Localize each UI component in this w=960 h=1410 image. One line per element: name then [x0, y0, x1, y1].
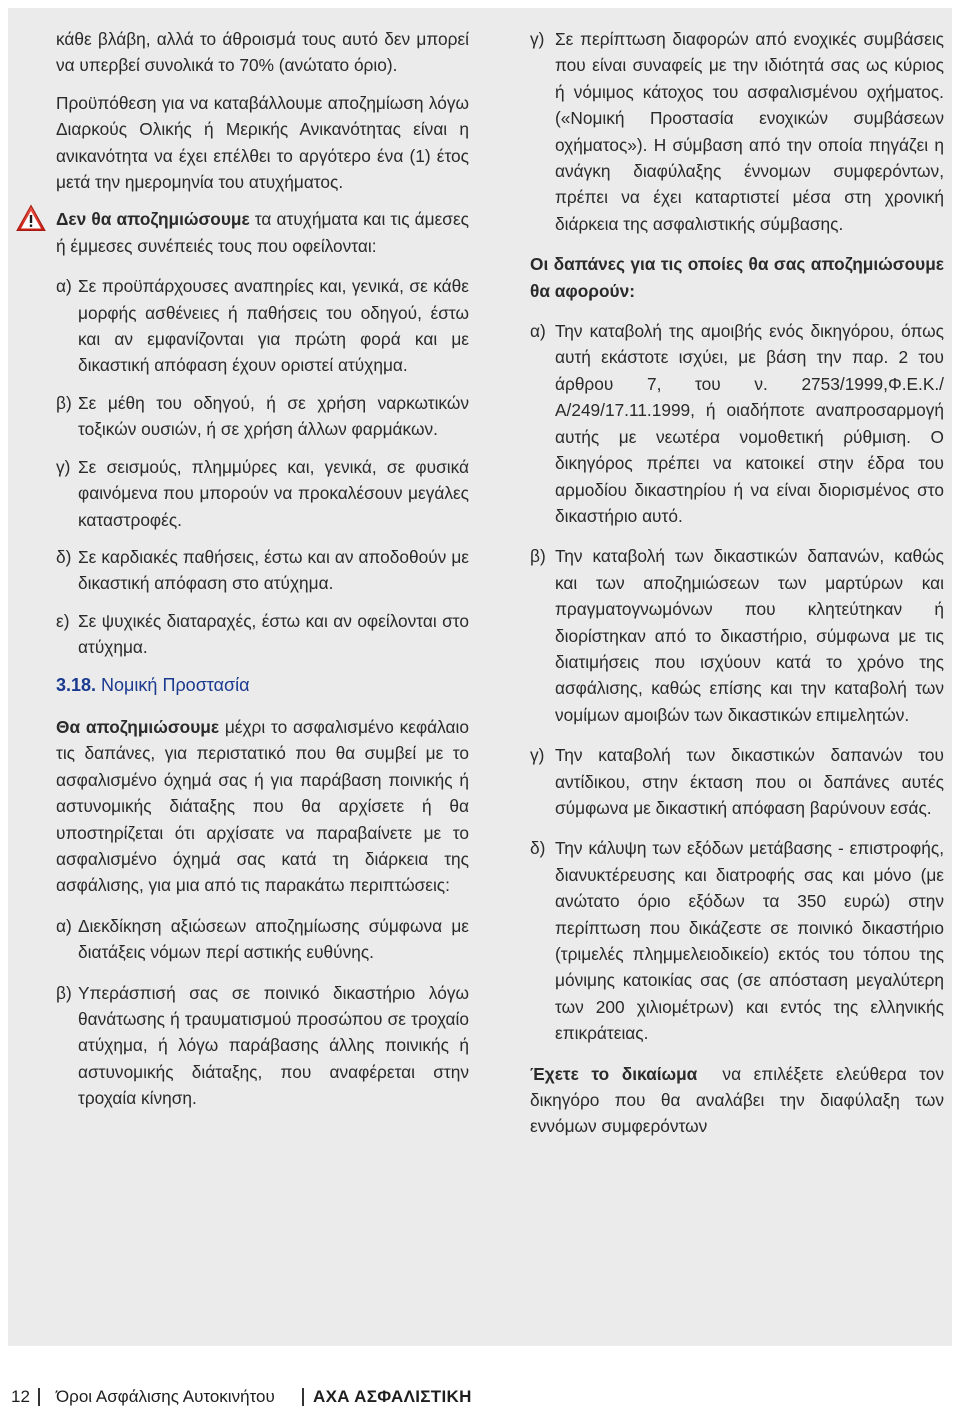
right-bold: Έχετε το δικαίωμα — [530, 1063, 698, 1084]
list-text: Διεκδίκηση αξιώσεων αποζημίωσης σύμφωνα με διατάξεις νόμων περί αστικής ευθύνης. — [78, 915, 469, 963]
right-rest: να επιλέξετε ελεύθερα τον δικηγόρο που θα αναλάβει την διαφύλαξη των εννόμων συμφερόντων — [530, 1063, 949, 1137]
cost-item — [530, 835, 944, 1046]
warning-rest: τα ατυχήματα και τις άμεσες ή έμμεσες συνέπειές τους που οφείλονται: — [56, 209, 470, 256]
page-number: 12 — [11, 1387, 30, 1406]
case-item — [530, 26, 944, 237]
list-text: Σε σεισμούς, πλημμύρες και, γενικά, σε φυσικά φαινόμενα που μπορούν να προκαλέσουν μεγάλες καταστροφές. — [78, 456, 469, 530]
list-text: Σε μέθη του οδηγού, ή σε χρήση ναρκωτικών τοξικών ουσιών, ή σε χρήση άλλων φαρμάκων. — [78, 392, 469, 440]
content-panel — [8, 8, 952, 1346]
list-marker: γ) — [530, 745, 545, 766]
costs-heading: Οι δαπάνες για τις οποίες θα σας αποζημιώσουμε θα αφορούν: — [530, 254, 944, 301]
list-text: Την καταβολή των δικαστικών δαπανών του αντίδικου, στην έκταση που οι δαπάνες αυτές σύμφωνα με δικαστική απόφαση βαρύνουν εσάς. — [555, 745, 944, 818]
list-marker: δ) — [56, 546, 72, 567]
list-marker: β) — [56, 392, 72, 413]
list-marker: γ) — [530, 29, 545, 49]
cost-item — [530, 318, 944, 529]
footer-doc-title: Όροι Ασφάλισης Αυτοκινήτου — [56, 1387, 275, 1406]
intro-paragraph-2: Προϋπόθεση για να καταβάλλουμε αποζημίωση λόγω Διαρκούς Ολικής ή Μερικής Ανικανότητας είναι η ανικανότητα να έχει επέλθει το αργότερο ένα (1) έτος μετά την ημερομηνία του ατυχήματος. — [56, 92, 469, 193]
exclusion-item — [56, 273, 469, 379]
warning-triangle-icon — [16, 204, 46, 232]
footer-divider — [38, 1388, 40, 1406]
cost-item — [530, 742, 944, 821]
exclusion-item — [56, 454, 469, 533]
intro-paragraph-1: κάθε βλάβη, αλλά το άθροισμά τους αυτό δεν μπορεί να υπερβεί συνολικά το 70% (ανώτατο όριο). — [56, 29, 469, 76]
exclusion-item — [56, 390, 469, 443]
warning-bold: Δεν θα αποζημιώσουμε — [56, 209, 250, 230]
case-item — [56, 980, 469, 1112]
list-marker: β) — [56, 982, 72, 1003]
case-item — [56, 913, 469, 966]
list-text: Σε ψυχικές διαταραχές, έστω και αν οφείλονται στο ατύχημα. — [78, 610, 469, 658]
legal-paragraph — [56, 714, 469, 899]
exclusion-item — [56, 608, 469, 661]
list-text: Σε καρδιακές παθήσεις, έστω και αν αποδοθούν με δικαστική απόφαση στο ατύχημα. — [78, 546, 469, 594]
legal-bold: Θα αποζημιώσουμε — [56, 716, 220, 737]
list-text: Υπεράσπισή σας σε ποινικό δικαστήριο λόγω θανάτωσης ή τραυματισμού προσώπου σε τροχαίο ατύχημα, ή λόγω παράβασης άλλης ποινικής ή αστυνομικής διάταξης, που αναφέρεται στην τροχαία κίνηση. — [78, 982, 469, 1109]
list-marker: ε) — [56, 610, 70, 631]
list-text: Την καταβολή της αμοιβής ενός δικηγόρου, όπως αυτή εκάστοτε ισχύει, με βάση την παρ. 2 του άρθρου 7, του ν. 2753/1999,Φ.Ε.Κ./Α/249/17.11.1999, ή οιαδήποτε αναπροσαρμογή αυτής με νεωτέρα νομοθετική ρύθμιση. Ο δικηγόρος πρέπει να κατοικεί στην έδρα του αρμοδίου δικαστηρίου ή να είναι διορισμένος στο δικαστήριο αυτό. — [555, 321, 944, 526]
list-marker: β) — [530, 546, 546, 567]
page-footer — [0, 1384, 960, 1410]
footer-divider — [302, 1388, 304, 1406]
right-column — [530, 26, 949, 1151]
section-title: Νομική Προστασία — [96, 674, 250, 695]
list-marker: δ) — [530, 838, 546, 859]
exclusion-item — [56, 544, 469, 597]
cost-item — [530, 543, 944, 728]
list-marker: α) — [56, 915, 72, 936]
list-marker: α) — [530, 321, 546, 342]
list-text: Σε προϋπάρχουσες αναπηρίες και, γενικά, σε κάθε μορφής ασθένειες ή παθήσεις του οδηγού, έστω και αν εμφανίζονται για πρώτη φορά και με δικαστική απόφαση έχουν οριστεί ατύχημα. — [78, 276, 469, 376]
list-marker: γ) — [56, 456, 71, 477]
list-text: Την καταβολή των δικαστικών δαπανών, καθώς και των αποζημιώσεων των μαρτύρων και πραγματογνωμόνων που κλητεύτηκαν ή διορίστηκαν από το δικαστήριο, σύμφωνα με τις διατιμήσεις που ισχύουν κατά το χρόνο της ασφάλισης, καθώς επίσης και την καταβολή των νομίμων αμοιβών των δικαστικών επιμελητών. — [555, 546, 944, 725]
legal-rest: μέχρι το ασφαλισμένο κεφάλαιο τις δαπάνες, για περιστατικό που θα συμβεί με το ασφαλισμένο όχημά σας ή για παράβαση ποινικής ή αστυνομικής διάταξης που θα αρχίσετε ή θα υποστηρίζεται ότι αρχίσατε να παραβαίνετε με το ασφαλισμένο όχημά σας κατά τη διάρκεια της ασφάλισης, για μια από τις παρακάτω περιπτώσεις: — [56, 716, 469, 896]
list-text: Την κάλυψη των εξόδων μετάβασης - επιστροφής, διανυκτέρευσης και διατροφής σας και μόνο (με ανώτατο όριο εξόδων τα 350 ευρώ) στην περίπτωση που δικάζεστε σε ποινικό δικαστήριο (τριμελές πλημμελειοδικείο) εκτός του τόπου της μόνιμης κατοικίας σας (σε απόσταση μεγαλύτερη των 200 χιλιομέτρων) και εντός της ελληνικής επικράτειας. — [555, 838, 944, 1044]
left-column — [56, 26, 469, 1123]
right-final-paragraph — [530, 1061, 949, 1140]
footer-brand: AXA ΑΣΦΑΛΙΣΤΙΚΗ — [313, 1387, 472, 1406]
list-marker: α) — [56, 276, 72, 297]
list-text: Σε περίπτωση διαφορών από ενοχικές συμβάσεις που είναι συναφείς με την ιδιότητά σας ως κύριος ή νόμιμος κάτοχος του ασφαλισμένου οχήματος. («Νομική Προστασία ενοχικών συμβάσεων οχήματος»). Η σύμβαση από την οποία πηγάζει η ανάγκη διαφύλαξης έννομων συμφερόντων, πρέπει να έχει καταρτιστεί μέσα στη χρονική διάρκεια της ασφαλιστικής σύμβασης. — [555, 29, 944, 234]
exclusion-warning — [56, 206, 469, 259]
section-heading — [56, 672, 469, 698]
section-number: 3.18. — [56, 674, 97, 695]
warning-paragraph — [56, 206, 469, 259]
